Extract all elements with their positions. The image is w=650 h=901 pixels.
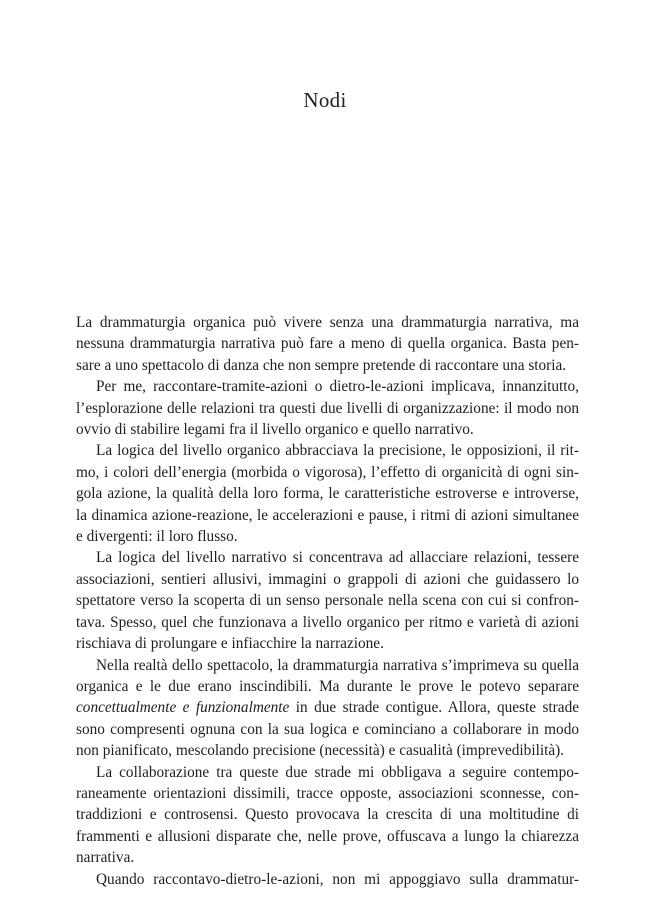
chapter-title: Nodi [303, 88, 347, 112]
paragraph-text: in due strade contigue. Allora, queste strade sono compresenti ognuna con la sua logica e cominciano a collaborare in modo non pianificato, mescolando precisione (necessità) e casualità (imprevedibilità). [76, 699, 580, 760]
paragraph: La logica del livello narrativo si concentrava ad allacciare relazioni, tessere associazioni, sentieri allusivi, immagini o grappoli di azioni che guidassero lo spettatore verso la scoperta di un senso personale nella scena con cui si confrontava. Spesso, quel che funzionava a livello organico per ritmo e varietà di azioni rischiava di prolungare e infiacchire la narrazione. [76, 549, 579, 653]
paragraph: La collaborazione tra queste due strade mi obbligava a seguire contemporaneamente orientazioni dissimili, tracce opposte, associazioni sconnesse, contraddizioni e controsensi. Questo provocava la crescita di una moltitudine di frammenti e allusioni disparate che, nelle prove, offuscava a lungo la chiarezza narrativa. [76, 763, 579, 867]
paragraph: Per me, raccontare-tramite-azioni o dietro-le-azioni implicava, innanzitutto, l’esplorazione delle relazioni tra questi due livelli di organizzazione: il modo non ovvio di stabilire legami fra il livello organico e quello narrativo. [76, 378, 579, 439]
emphasis-text: concettualmente e funzionalmente [76, 699, 290, 717]
paragraph: La drammaturgia organica può vivere senza una drammaturgia narrativa, ma nessuna drammaturgia narrativa può fare a meno di quella organica. Basta pensare a uno spettacolo di danza che non sempre pretende di raccontare una storia. [76, 314, 579, 374]
paragraph: La logica del livello organico abbracciava la precisione, le opposizioni, il ritmo, i colori dell’energia (morbida o vigorosa), l’effetto di organicità di ogni singola azione, la qualità della loro forma, le caratteristiche estroverse e introverse, la dinamica azione-reazione, le accelerazioni e pause, i ritmi di azioni simultanee e divergenti: il loro flusso. [76, 442, 579, 546]
paragraph-text: Nella realtà dello spettacolo, la drammaturgia narrativa s’imprimeva su quella organica e le due erano inscindibili. Ma durante le prove le potevo separare [76, 656, 579, 695]
paragraph: Quando raccontavo-dietro-le-azioni, non mi appoggiavo sulla drammatur- [96, 870, 579, 888]
paragraph [76, 655, 579, 762]
chapter-body [76, 312, 579, 890]
